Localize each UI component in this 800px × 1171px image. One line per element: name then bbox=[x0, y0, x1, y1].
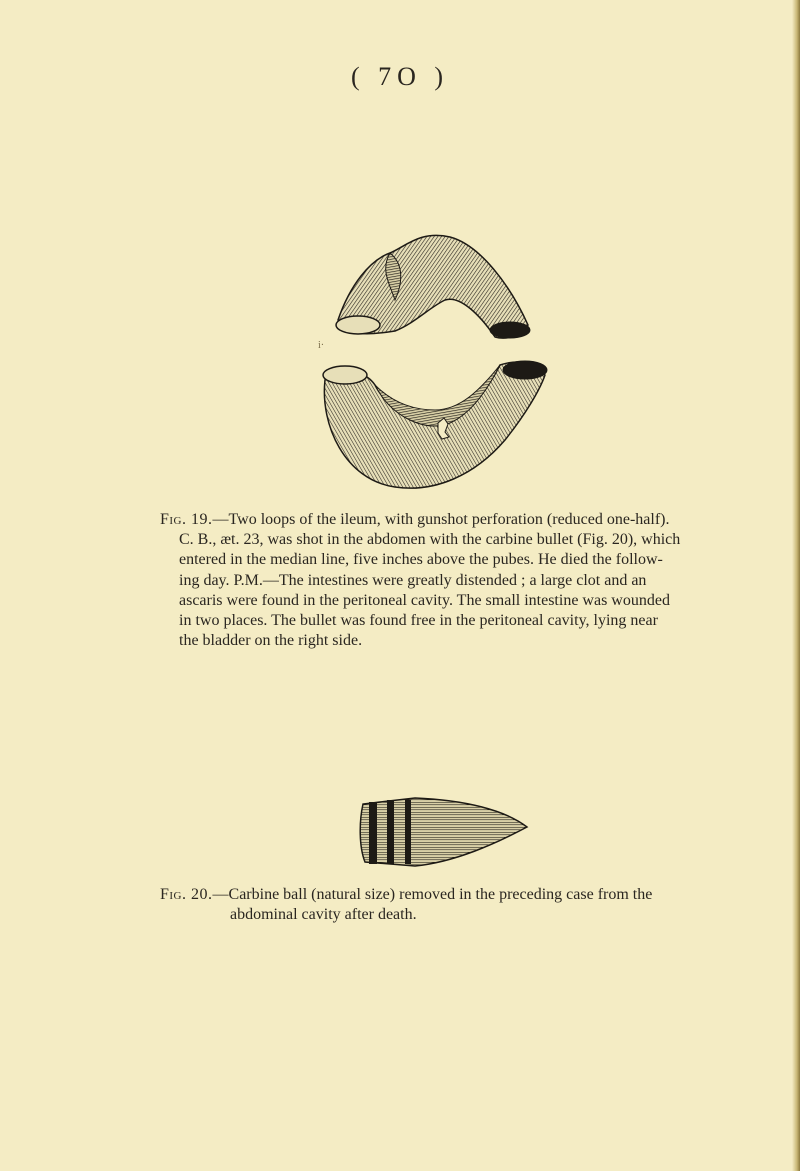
page-number: ( 7O ) bbox=[350, 62, 450, 91]
caption-line: in two places. The bullet was found free in the peritoneal cavity, lying near bbox=[179, 612, 658, 630]
figure-20-caption bbox=[160, 885, 736, 925]
caption-line: C. B., æt. 23, was shot in the abdomen with the carbine bullet (Fig. 20), which bbox=[179, 531, 681, 549]
caption-line: —Two loops of the ileum, with gunshot perforation (reduced one-half). bbox=[212, 511, 670, 528]
upper-ileum-loop bbox=[336, 235, 530, 338]
figure-carbine-ball-illustration bbox=[355, 792, 530, 872]
figure-19-caption bbox=[160, 510, 736, 651]
caption-line: ing day. P.M.—The intestines were greatly distended ; a large clot and an bbox=[179, 571, 647, 589]
caption-line: —Carbine ball (natural size) removed in the preceding case from the bbox=[212, 886, 653, 903]
figure-letter-mark: i· bbox=[318, 340, 325, 351]
lower-ileum-loop bbox=[323, 361, 547, 488]
bullet-groove bbox=[405, 800, 411, 864]
caption-line: entered in the median line, five inches above the pubes. He died the follow- bbox=[179, 551, 663, 569]
figure-ileum-loops-illustration bbox=[310, 225, 560, 495]
caption-line: ascaris were found in the peritoneal cavity. The small intestine was wounded bbox=[179, 591, 670, 609]
bullet-groove bbox=[387, 800, 394, 864]
page-edge bbox=[792, 0, 800, 1171]
caption-line: abdominal cavity after death. bbox=[230, 906, 417, 924]
figure-19-caption-label: Fig. 19. bbox=[160, 511, 213, 528]
bullet-groove bbox=[369, 802, 377, 864]
caption-line: the bladder on the right side. bbox=[179, 632, 363, 650]
figure-20-caption-label: Fig. 20. bbox=[160, 886, 213, 903]
